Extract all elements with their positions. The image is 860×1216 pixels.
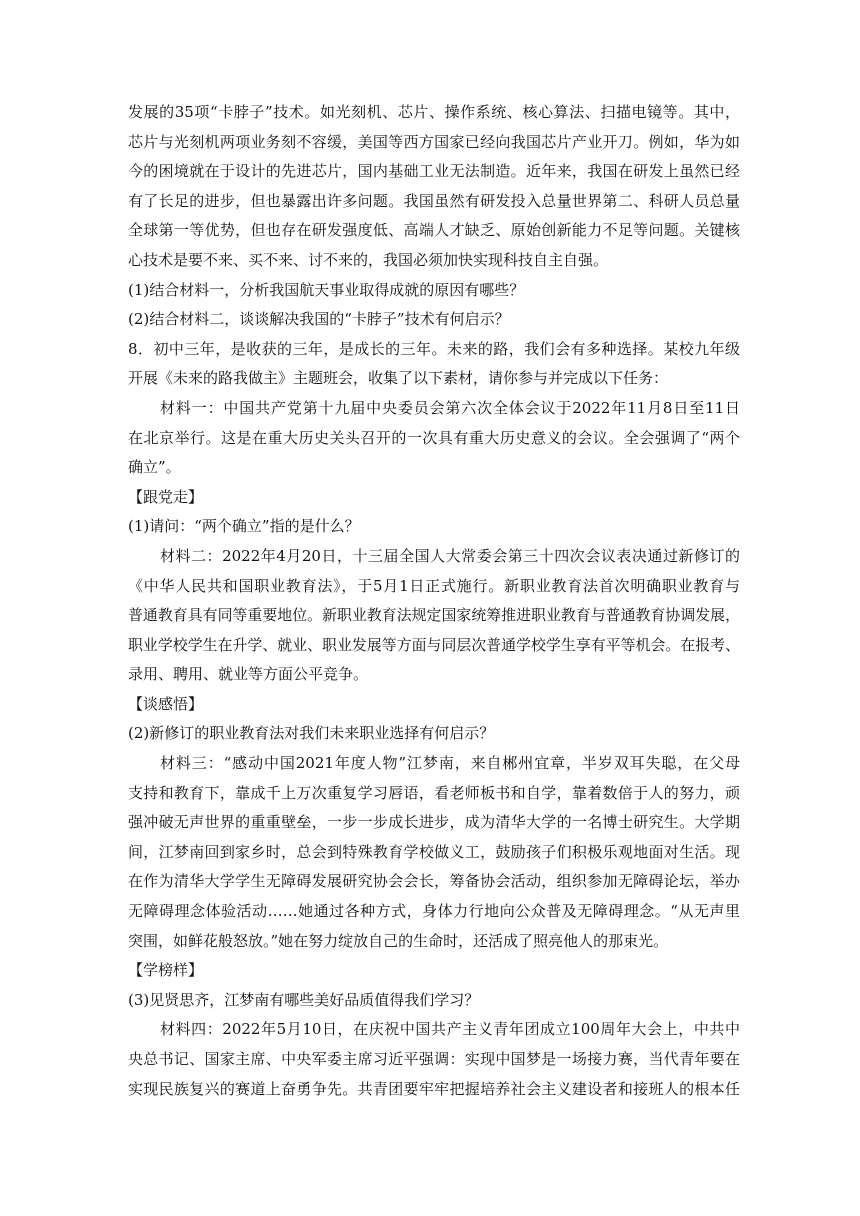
material-paragraph-start: 材料一：中国共产党第十九届中央委员会第六次全体会议于2022年11月8日至11日 bbox=[160, 398, 740, 417]
body-text-line: 央总书记、国家主席、中央军委主席习近平强调：实现中国梦是一场接力赛，当代青年要在 bbox=[128, 1050, 740, 1068]
section-heading: 【跟党走】 bbox=[128, 487, 204, 506]
paragraph-end-line: 突围，如鲜花般怒放。”她在努力绽放自己的生命时，还活成了照亮他人的那束光。 bbox=[128, 931, 669, 950]
body-text-line: 发展的35项“卡脖子”技术。如光刻机、芯片、操作系统、核心算法、扫描电镜等。其中， bbox=[128, 103, 740, 121]
material-paragraph-start: 材料二：2022年4月20日，十三届全国人大常委会第三十四次会议表决通过新修订的 bbox=[160, 546, 740, 565]
body-text-line: 职业学校学生在升学、就业、职业发展等方面与同层次普通学校学生享有平等机会。在报考、 bbox=[128, 635, 740, 654]
body-text-line: 全球第一等优势，但也存在研发强度低、高端人才缺乏、原始创新能力不足等问题。关键核 bbox=[128, 221, 740, 240]
material-paragraph-start: 材料四：2022年5月10日，在庆祝中国共产主义青年团成立100周年大会上，中共中 bbox=[160, 1020, 740, 1039]
body-text-line: 强冲破无声世界的重重壁垒，一步一步成长进步，成为清华大学的一名博士研究生。大学期 bbox=[128, 813, 740, 832]
body-text-line: 无障碍理念体验活动……她通过各种方式，身体力行地向公众普及无障碍理念。“从无声里 bbox=[128, 902, 740, 921]
body-text-line: 芯片与光刻机两项业务刻不容缓，美国等西方国家已经向我国芯片产业开刀。例如，华为如 bbox=[128, 132, 740, 151]
body-text-line: 在作为清华大学学生无障碍发展研究协会会长，筹备协会活动，组织参加无障碍论坛，举办 bbox=[128, 872, 740, 891]
document-page bbox=[128, 98, 740, 1104]
body-text-line: 今的困境就在于设计的先进芯片，国内基础工业无法制造。近年来，我国在研发上虽然已经 bbox=[128, 162, 740, 181]
question-line: (1)请问：“两个确立”指的是什么？ bbox=[128, 517, 360, 536]
question-line: (3)见贤思齐，江梦南有哪些美好品质值得我们学习？ bbox=[128, 990, 480, 1009]
material-paragraph-start: 材料三：“感动中国2021年度人物”江梦南，来自郴州宜章，半岁双耳失聪，在父母 bbox=[160, 754, 740, 773]
body-text-line: 8．初中三年，是收获的三年，是成长的三年。未来的路，我们会有多种选择。某校九年级 bbox=[128, 339, 740, 358]
section-heading: 【谈感悟】 bbox=[128, 694, 204, 713]
body-text-line: 实现民族复兴的赛道上奋勇争先。共青团要牢牢把握培养社会主义建设者和接班人的根本任 bbox=[128, 1079, 740, 1098]
body-text-line: 支持和教育下，靠成千上万次重复学习唇语，看老师板书和自学，靠着数倍于人的努力，顽 bbox=[128, 783, 740, 802]
body-text-line: 在北京举行。这是在重大历史关头召开的一次具有重大历史意义的会议。全会强调了“两个 bbox=[128, 428, 740, 447]
paragraph-end-line: 确立”。 bbox=[128, 458, 181, 477]
body-text-line: 普通教育具有同等重要地位。新职业教育法规定国家统筹推进职业教育与普通教育协调发展， bbox=[128, 606, 740, 625]
body-text-line: 有了长足的进步，但也暴露出许多问题。我国虽然有研发投入总量世界第二、科研人员总量 bbox=[128, 191, 740, 210]
paragraph-end-line: 心技术是要不来、买不来、讨不来的，我国必须加快实现科技自主自强。 bbox=[128, 250, 609, 269]
body-text-line: 间，江梦南回到家乡时，总会到特殊教育学校做义工，鼓励孩子们积极乐观地面对生活。现 bbox=[128, 842, 740, 861]
question-line: (1)结合材料一，分析我国航天事业取得成就的原因有哪些？ bbox=[128, 280, 525, 299]
question-line: (2)新修订的职业教育法对我们未来职业选择有何启示？ bbox=[128, 724, 495, 743]
section-heading: 【学榜样】 bbox=[128, 961, 204, 980]
body-text-line: 《中华人民共和国职业教育法》，于5月1日正式施行。新职业教育法首次明确职业教育与 bbox=[128, 576, 740, 595]
paragraph-end-line: 录用、聘用、就业等方面公平竞争。 bbox=[128, 665, 369, 684]
question-line: (2)结合材料二，谈谈解决我国的“卡脖子”技术有何启示？ bbox=[128, 310, 510, 329]
paragraph-end-line: 开展《未来的路我做主》主题班会，收集了以下素材，请你参与并完成以下任务： bbox=[128, 369, 669, 388]
